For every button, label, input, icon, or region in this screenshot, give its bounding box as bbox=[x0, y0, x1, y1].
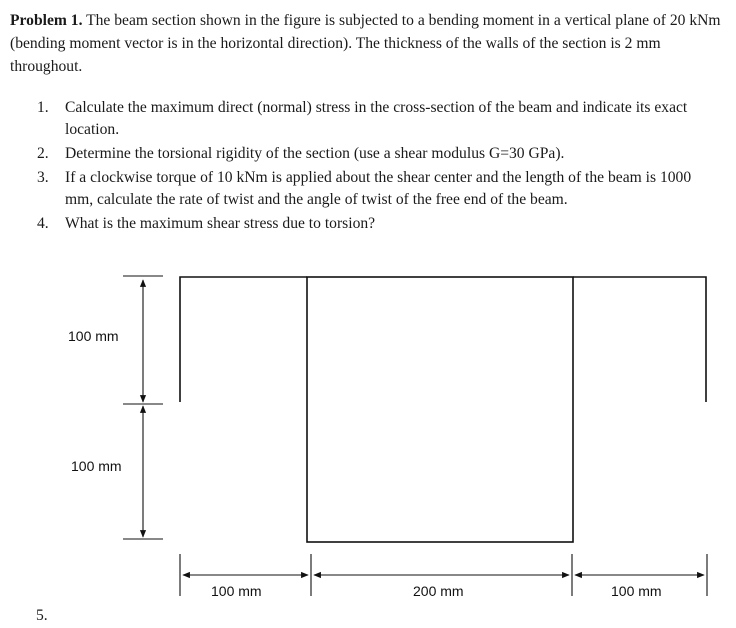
task-text: Determine the torsional rigidity of the section (use a shear modulus G=30 GPa). bbox=[65, 145, 565, 162]
dim-label-vertical-bottom: 100 mm bbox=[71, 458, 122, 474]
problem-label: Problem 1. bbox=[10, 12, 83, 29]
task-text: Calculate the maximum direct (normal) stress in the cross-section of the beam and indicate its exact location. bbox=[65, 99, 688, 138]
closed-cell bbox=[307, 277, 573, 542]
task-number: 2. bbox=[37, 145, 49, 162]
dim-label-horizontal-middle: 200 mm bbox=[413, 583, 464, 599]
right-flange bbox=[573, 277, 706, 402]
dim-label-horizontal-left: 100 mm bbox=[211, 583, 262, 599]
task-number: 4. bbox=[37, 215, 49, 232]
section-outline bbox=[180, 277, 706, 542]
left-flange bbox=[180, 277, 307, 402]
vertical-dimension bbox=[123, 276, 163, 539]
task-number: 3. bbox=[37, 169, 49, 186]
problem-text: The beam section shown in the figure is subjected to a bending moment in a vertical plane of 20 kNm (bending moment vector is in the horizontal direction). The thickness of the walls of the section is 2 mm throughout. bbox=[10, 12, 721, 75]
task-text: What is the maximum shear stress due to torsion? bbox=[65, 215, 376, 232]
task-number: 1. bbox=[37, 99, 49, 116]
dim-label-horizontal-right: 100 mm bbox=[611, 583, 662, 599]
task-text: If a clockwise torque of 10 kNm is applied about the shear center and the length of the beam is 1000 mm, calculate the rate of twist and the angle of twist of the free end of the beam. bbox=[65, 169, 692, 208]
dim-label-vertical-top: 100 mm bbox=[68, 328, 119, 344]
item-number-5: 5. bbox=[36, 607, 48, 624]
